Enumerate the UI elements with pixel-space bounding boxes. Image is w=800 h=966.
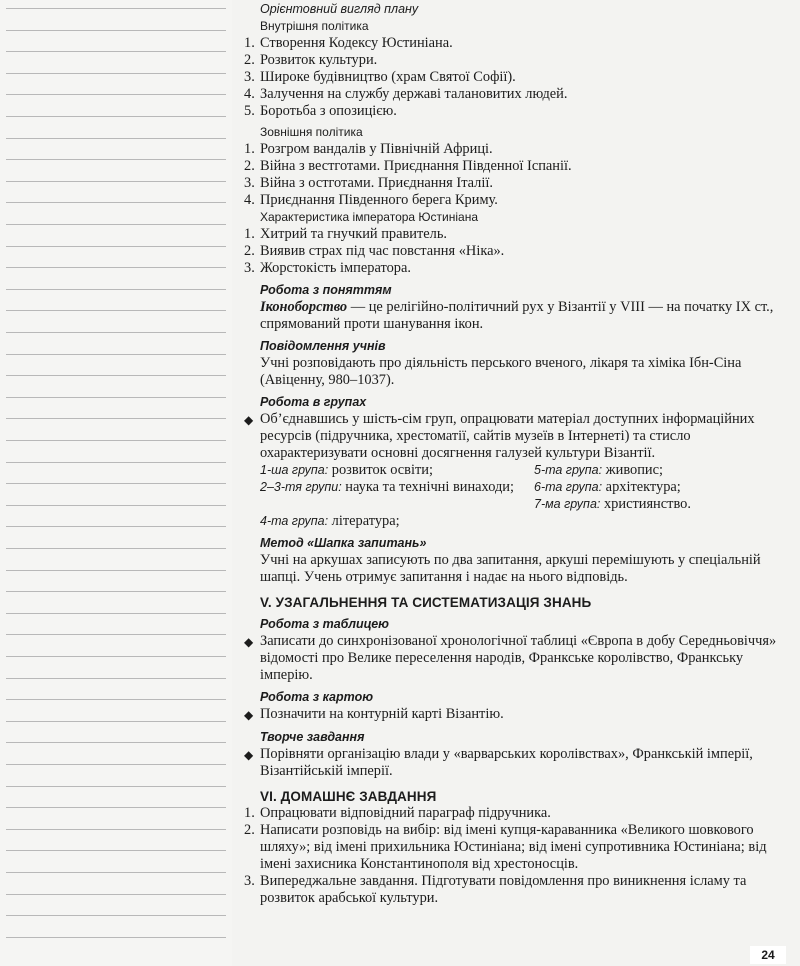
note-rule-line <box>6 548 226 549</box>
note-rule-line <box>6 159 226 160</box>
list-item: 3. Випереджальне завдання. Підготувати повідомлення про виникнення ісламу та розвиток арабської культури. <box>244 873 747 906</box>
note-rule-line <box>6 742 226 743</box>
note-rule-line <box>6 872 226 873</box>
group-5: 5-та група: живопис; <box>534 462 663 478</box>
note-rule-line <box>6 613 226 614</box>
question-hat-text: Учні на аркушах записують по два запитання, аркуші перемішують у спеціальній шапці. Учень отримує запитання і надає на нього відповідь. <box>260 552 761 585</box>
note-rule-line <box>6 397 226 398</box>
note-rule-line <box>6 289 226 290</box>
question-hat-title: Метод «Шапка запитань» <box>260 536 427 550</box>
note-rule-line <box>6 138 226 139</box>
group-work-task: ◆ Об’єднавшись у шість-сім груп, опрацювати матеріал доступних інформаційних ресурсів (підручника, хрестоматії, сайтів музеїв в Інтернеті) та стисло охарактеризувати основні досягнення галузей культури Візантії. <box>244 411 755 461</box>
list-item: 2. Війна з вестготами. Приєднання Південної Іспанії. <box>244 158 572 174</box>
note-rule-line <box>6 202 226 203</box>
creative-task-title: Творче завдання <box>260 730 365 744</box>
group-2-3: 2–3-тя групи: наука та технічні винаходи; <box>260 479 515 495</box>
list-item: 4. Приєднання Південного берега Криму. <box>244 192 498 208</box>
note-rule-line <box>6 721 226 722</box>
list-item: 1. Створення Кодексу Юстиніана. <box>244 35 453 51</box>
list-item: 1. Опрацювати відповідний параграф підручника. <box>244 805 551 821</box>
note-rule-line <box>6 30 226 31</box>
list-item: 2. Написати розповідь на вибір: від імені купця-караванника «Великого шовкового шляху»; від імені прихильника Юстиніана; від імені супротивника Юстиніана; від імені захисника Константинополя від хрестоносців. <box>244 822 767 872</box>
note-rule-line <box>6 94 226 95</box>
table-work-title: Робота з таблицею <box>260 617 389 631</box>
note-rule-line <box>6 51 226 52</box>
external-policy-list <box>244 141 784 209</box>
student-reports-title: Повідомлення учнів <box>260 339 386 353</box>
group-4: 4-та група: література; <box>260 513 400 529</box>
note-rule-line <box>6 656 226 657</box>
note-rule-line <box>6 332 226 333</box>
note-rule-line <box>6 224 226 225</box>
list-item: 2. Виявив страх під час повстання «Ніка». <box>244 243 505 259</box>
note-rule-line <box>6 937 226 938</box>
group-work-title: Робота в групах <box>260 395 367 409</box>
note-rule-line <box>6 267 226 268</box>
note-rule-line <box>6 807 226 808</box>
note-rule-line <box>6 483 226 484</box>
table-work-task: ◆ Записати до синхронізованої хронологічної таблиці «Європа в добу Середньовіччя» відомості про Велике переселення народів, Франкське королівство, Франкську імперію. <box>244 633 777 683</box>
list-item: 1. Хитрий та гнучкий правитель. <box>244 226 448 242</box>
list-item: 3. Широке будівництво (храм Святої Софії). <box>244 69 516 85</box>
group-1: 1-ша група: розвиток освіти; <box>260 462 433 478</box>
note-rule-line <box>6 678 226 679</box>
group-assignments <box>260 462 784 530</box>
external-policy-title: Зовнішня політика <box>260 125 363 139</box>
section-5-title: V. УЗАГАЛЬНЕННЯ ТА СИСТЕМАТИЗАЦІЯ ЗНАНЬ <box>260 595 592 610</box>
concept-work-title: Робота з поняттям <box>260 283 392 297</box>
diamond-bullet-icon: ◆ <box>244 635 254 649</box>
note-rule-line <box>6 505 226 506</box>
internal-policy-list <box>244 35 784 120</box>
note-rule-line <box>6 915 226 916</box>
note-rule-line <box>6 634 226 635</box>
list-item: 3. Війна з остготами. Приєднання Італії. <box>244 175 493 191</box>
note-rule-line <box>6 526 226 527</box>
note-rule-line <box>6 246 226 247</box>
page-content <box>244 0 784 907</box>
note-rule-line <box>6 375 226 376</box>
note-rule-line <box>6 462 226 463</box>
map-work-title: Робота з картою <box>260 690 374 704</box>
note-rule-line <box>6 850 226 851</box>
note-rule-line <box>6 786 226 787</box>
note-rule-line <box>6 116 226 117</box>
emperor-character-title: Характеристика імператора Юстиніана <box>260 210 479 224</box>
note-rule-line <box>6 354 226 355</box>
creative-task: ◆ Порівняти організацію влади у «варварських королівствах», Франкській імперії, Візантійській імперії. <box>244 746 753 779</box>
diamond-bullet-icon: ◆ <box>244 748 254 762</box>
diamond-bullet-icon: ◆ <box>244 413 254 427</box>
map-work-task: ◆ Позначити на контурній карті Візантію. <box>244 706 504 722</box>
student-reports-text: Учні розповідають про діяльність перського вченого, лікаря та хіміка Ібн-Сіна (Авіценну, 980–1037). <box>260 355 742 388</box>
concept-term: Іконоборство <box>260 299 348 315</box>
concept-definition: Іконоборство — це релігійно-політичний рух у Візантії у VIII — на початку IX ст., спрямований проти шанування ікон. <box>260 299 774 332</box>
list-item: 1. Розгром вандалів у Північній Африці. <box>244 141 493 157</box>
group-6-7: 6-та група: архітектура; 7-ма група: християнство. <box>534 479 691 512</box>
note-rule-line <box>6 829 226 830</box>
note-rule-line <box>6 73 226 74</box>
note-rule-line <box>6 8 226 9</box>
plan-title: Орієнтовний вигляд плану <box>260 2 419 16</box>
note-rule-line <box>6 418 226 419</box>
list-item: 5. Боротьба з опозицією. <box>244 103 397 119</box>
list-item: 3. Жорстокість імператора. <box>244 260 411 276</box>
note-rule-line <box>6 894 226 895</box>
note-rule-line <box>6 310 226 311</box>
section-6-title: VI. ДОМАШНЄ ЗАВДАННЯ <box>260 789 437 804</box>
emperor-character-list <box>244 226 784 277</box>
list-item: 2. Розвиток культури. <box>244 52 378 68</box>
note-rule-line <box>6 699 226 700</box>
list-item: 4. Залучення на службу державі талановитих людей. <box>244 86 568 102</box>
note-rule-line <box>6 764 226 765</box>
note-rule-line <box>6 440 226 441</box>
page-number: 24 <box>750 946 786 964</box>
internal-policy-title: Внутрішня політика <box>260 19 369 33</box>
diamond-bullet-icon: ◆ <box>244 708 254 722</box>
note-rule-line <box>6 570 226 571</box>
note-rule-line <box>6 591 226 592</box>
note-rule-line <box>6 181 226 182</box>
homework-list <box>244 805 784 907</box>
notes-margin <box>0 0 232 966</box>
